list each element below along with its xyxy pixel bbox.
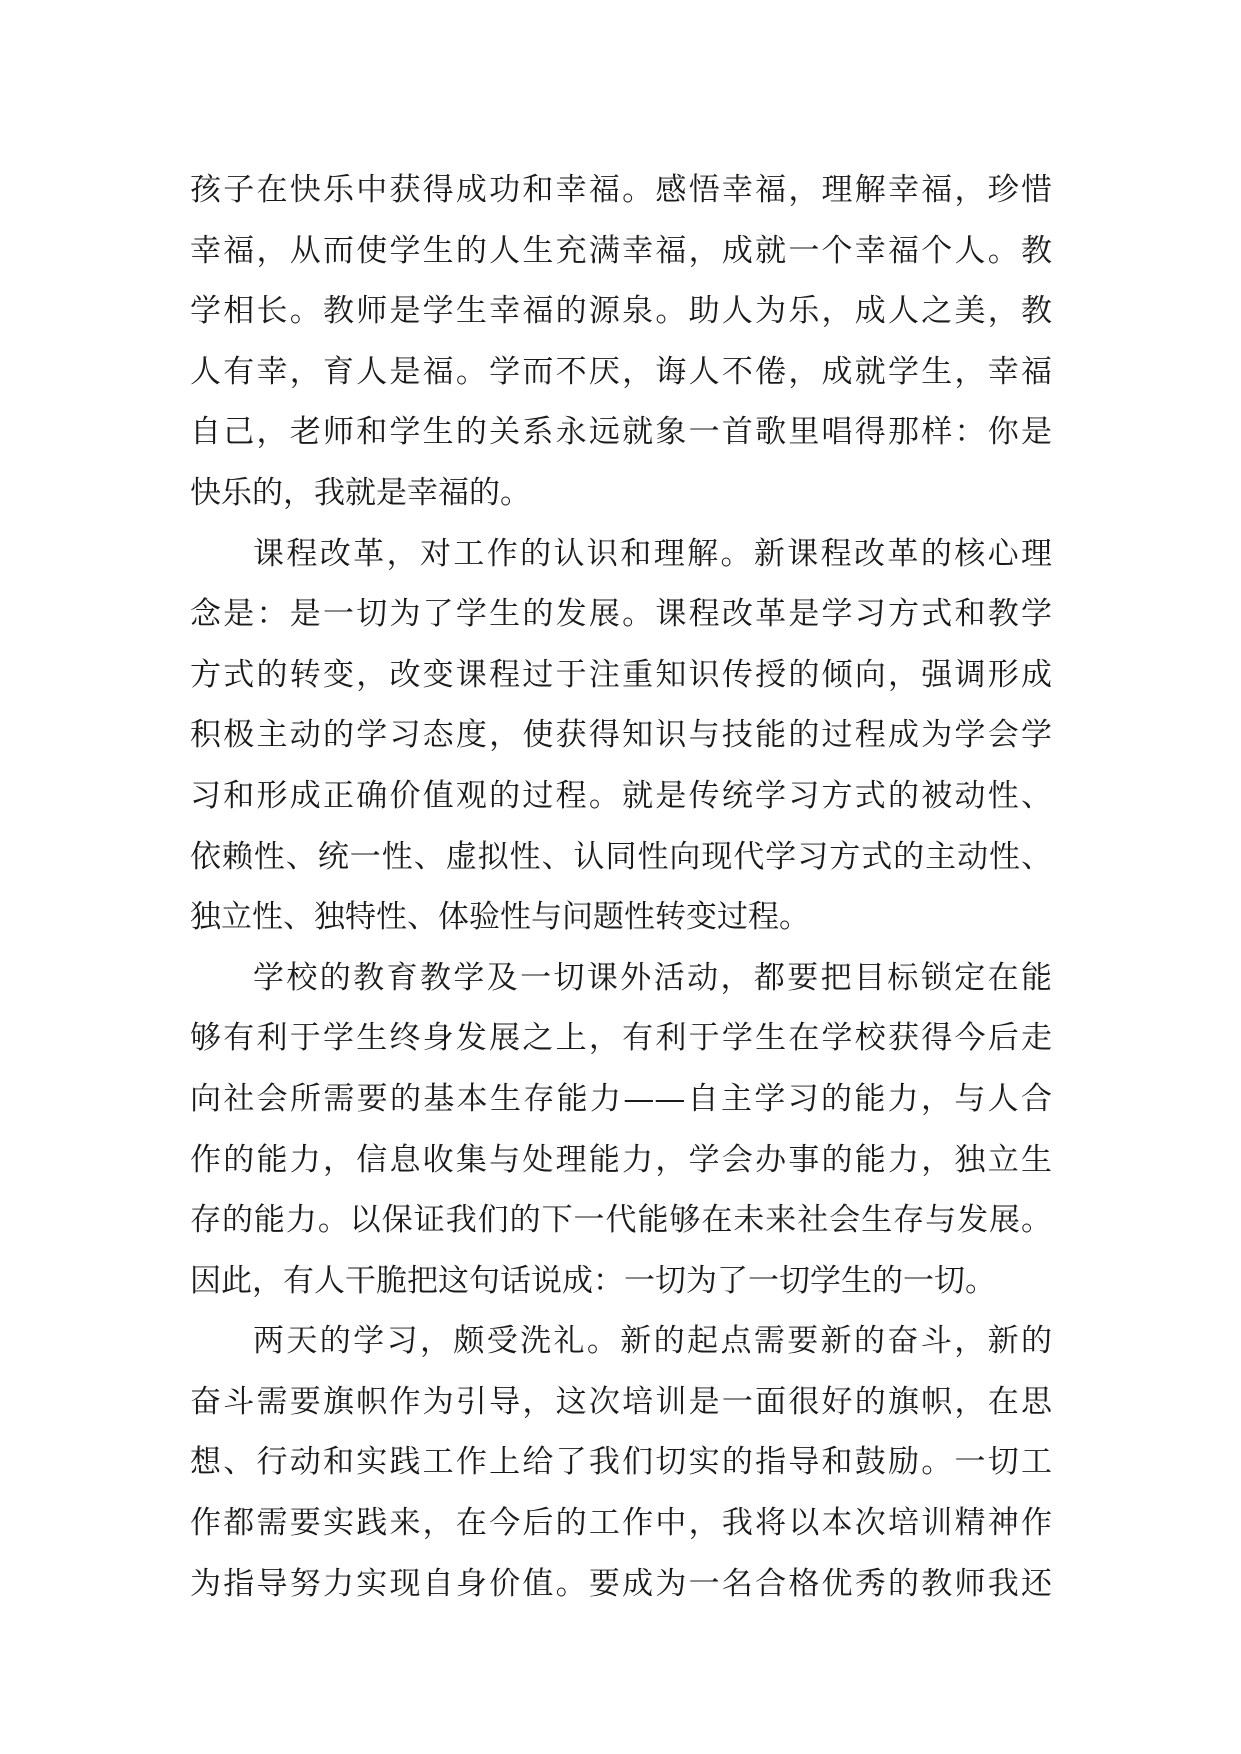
paragraph-3-line-2: 够有利于学生终身发展之上，有利于学生在学校获得今后走 — [190, 1020, 1052, 1057]
paragraph-2-line-5: 习和形成正确价值观的过程。就是传统学习方式的被动性、 — [190, 777, 1052, 814]
paragraph-2-line-6: 依赖性、统一性、虚拟性、认同性向现代学习方式的主动性、 — [190, 838, 1052, 875]
paragraph-3-line-6: 因此，有人干脆把这句话说成：一切为了一切学生的一切。 — [190, 1262, 996, 1299]
paragraph-4-line-2: 奋斗需要旗帜作为引导，这次培训是一面很好的旗帜，在思 — [190, 1383, 1052, 1420]
paragraph-3-line-4: 作的能力，信息收集与处理能力，学会办事的能力，独立生 — [190, 1141, 1052, 1178]
paragraph-3-line-5: 存的能力。以保证我们的下一代能够在未来社会生存与发展。 — [190, 1202, 1052, 1239]
paragraph-4-line-1: 两天的学习，颇受洗礼。新的起点需要新的奋斗，新的 — [253, 1323, 1052, 1360]
paragraph-1-line-5: 自己，老师和学生的关系永远就象一首歌里唱得那样：你是 — [190, 414, 1052, 451]
paragraph-2-line-3: 方式的转变，改变课程过于注重知识传授的倾向，强调形成 — [190, 656, 1052, 693]
paragraph-2-line-4: 积极主动的学习态度，使获得知识与技能的过程成为学会学 — [190, 717, 1052, 754]
paragraph-1-line-6: 快乐的，我就是幸福的。 — [190, 474, 531, 511]
paragraph-4-line-3: 想、行动和实践工作上给了我们切实的指导和鼓励。一切工 — [190, 1444, 1052, 1481]
document-body — [190, 160, 1052, 1614]
paragraph-2-line-1: 课程改革，对工作的认识和理解。新课程改革的核心理 — [253, 535, 1052, 572]
paragraph-1-line-2: 幸福，从而使学生的人生充满幸福，成就一个幸福个人。教 — [190, 232, 1052, 269]
paragraph-1-line-3: 学相长。教师是学生幸福的源泉。助人为乐，成人之美，教 — [190, 293, 1052, 330]
paragraph-2-line-7: 独立性、独特性、体验性与问题性转变过程。 — [190, 899, 810, 936]
paragraph-1-line-1: 孩子在快乐中获得成功和幸福。感悟幸福，理解幸福，珍惜 — [190, 172, 1052, 208]
paragraph-2-line-2: 念是：是一切为了学生的发展。课程改革是学习方式和教学 — [190, 596, 1052, 633]
paragraph-1-line-4: 人有幸，育人是福。学而不厌，诲人不倦，成就学生，幸福 — [190, 353, 1052, 390]
paragraph-4-line-4: 作都需要实践来，在今后的工作中，我将以本次培训精神作 — [190, 1505, 1052, 1542]
paragraph-3-line-3: 向社会所需要的基本生存能力——自主学习的能力，与人合 — [190, 1080, 1052, 1117]
paragraph-4-line-5: 为指导努力实现自身价值。要成为一名合格优秀的教师我还 — [190, 1565, 1052, 1602]
paragraph-3-line-1: 学校的教育教学及一切课外活动，都要把目标锁定在能 — [253, 959, 1052, 996]
